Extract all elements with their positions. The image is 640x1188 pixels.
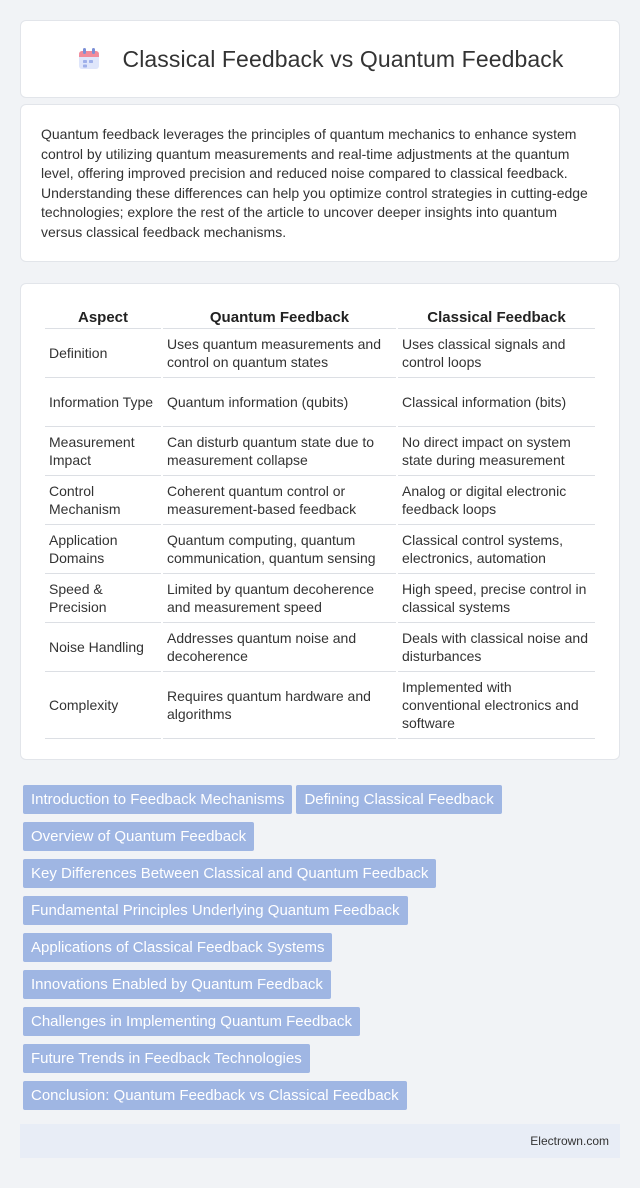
table-row bbox=[45, 623, 595, 672]
table-cell: Implemented with conventional electronics and software bbox=[398, 672, 595, 739]
table-cell: Noise Handling bbox=[45, 623, 161, 672]
table-cell: Deals with classical noise and disturbances bbox=[398, 623, 595, 672]
column-header: Aspect bbox=[45, 305, 161, 329]
intro-text: Quantum feedback leverages the principles of quantum mechanics to enhance system control by utilizing quantum measurements and real-time adjustments at the quantum level, offering improved precision and reduced noise compared to classical feedback. Understanding these differences can help you optimize control strategies in cutting-edge technologies; explore the rest of the article to uncover deeper insights into quantum versus classical feedback mechanisms. bbox=[41, 126, 588, 240]
topic-link[interactable]: Applications of Classical Feedback Systems bbox=[23, 933, 332, 962]
table-row bbox=[45, 525, 595, 574]
table-cell: Requires quantum hardware and algorithms bbox=[163, 672, 396, 739]
table-cell: Control Mechanism bbox=[45, 476, 161, 525]
calendar-icon bbox=[76, 46, 102, 72]
table-cell: Uses classical signals and control loops bbox=[398, 329, 595, 378]
table-cell: Can disturb quantum state due to measurement collapse bbox=[163, 427, 396, 476]
page-footer bbox=[20, 1124, 620, 1158]
table-cell: Addresses quantum noise and decoherence bbox=[163, 623, 396, 672]
topic-link[interactable]: Fundamental Principles Underlying Quantum Feedback bbox=[23, 896, 408, 925]
topic-links bbox=[23, 785, 623, 1118]
table-cell: Definition bbox=[45, 329, 161, 378]
topic-link[interactable]: Defining Classical Feedback bbox=[296, 785, 501, 814]
table-cell: Classical control systems, electronics, automation bbox=[398, 525, 595, 574]
table-cell: Quantum computing, quantum communication, quantum sensing bbox=[163, 525, 396, 574]
topic-link[interactable]: Conclusion: Quantum Feedback vs Classical Feedback bbox=[23, 1081, 407, 1110]
footer-brand[interactable]: Electrown.com bbox=[530, 1134, 609, 1148]
page-title: Classical Feedback vs Quantum Feedback bbox=[122, 45, 564, 72]
table-cell: Application Domains bbox=[45, 525, 161, 574]
comparison-table bbox=[43, 305, 597, 739]
topic-link[interactable]: Challenges in Implementing Quantum Feedback bbox=[23, 1007, 360, 1036]
table-cell: High speed, precise control in classical systems bbox=[398, 574, 595, 623]
table-row bbox=[45, 574, 595, 623]
topic-link[interactable]: Introduction to Feedback Mechanisms bbox=[23, 785, 292, 814]
column-header: Quantum Feedback bbox=[163, 305, 396, 329]
table-row bbox=[45, 476, 595, 525]
table-cell: Classical information (bits) bbox=[398, 378, 595, 427]
table-cell: Speed & Precision bbox=[45, 574, 161, 623]
table-cell: Uses quantum measurements and control on quantum states bbox=[163, 329, 396, 378]
comparison-table-card bbox=[20, 283, 620, 760]
topic-link[interactable]: Overview of Quantum Feedback bbox=[23, 822, 254, 851]
table-cell: Quantum information (qubits) bbox=[163, 378, 396, 427]
page-header bbox=[20, 20, 620, 98]
table-cell: Complexity bbox=[45, 672, 161, 739]
topic-link[interactable]: Innovations Enabled by Quantum Feedback bbox=[23, 970, 331, 999]
intro-section bbox=[20, 104, 620, 262]
column-header: Classical Feedback bbox=[398, 305, 595, 329]
table-cell: Coherent quantum control or measurement-based feedback bbox=[163, 476, 396, 525]
table-row bbox=[45, 427, 595, 476]
table-cell: No direct impact on system state during measurement bbox=[398, 427, 595, 476]
table-header-row bbox=[45, 305, 595, 329]
table-row bbox=[45, 329, 595, 378]
topic-link[interactable]: Key Differences Between Classical and Quantum Feedback bbox=[23, 859, 436, 888]
table-row bbox=[45, 378, 595, 427]
table-cell: Analog or digital electronic feedback loops bbox=[398, 476, 595, 525]
table-cell: Information Type bbox=[45, 378, 161, 427]
table-cell: Limited by quantum decoherence and measurement speed bbox=[163, 574, 396, 623]
topic-link[interactable]: Future Trends in Feedback Technologies bbox=[23, 1044, 310, 1073]
table-row bbox=[45, 672, 595, 739]
table-cell: Measurement Impact bbox=[45, 427, 161, 476]
